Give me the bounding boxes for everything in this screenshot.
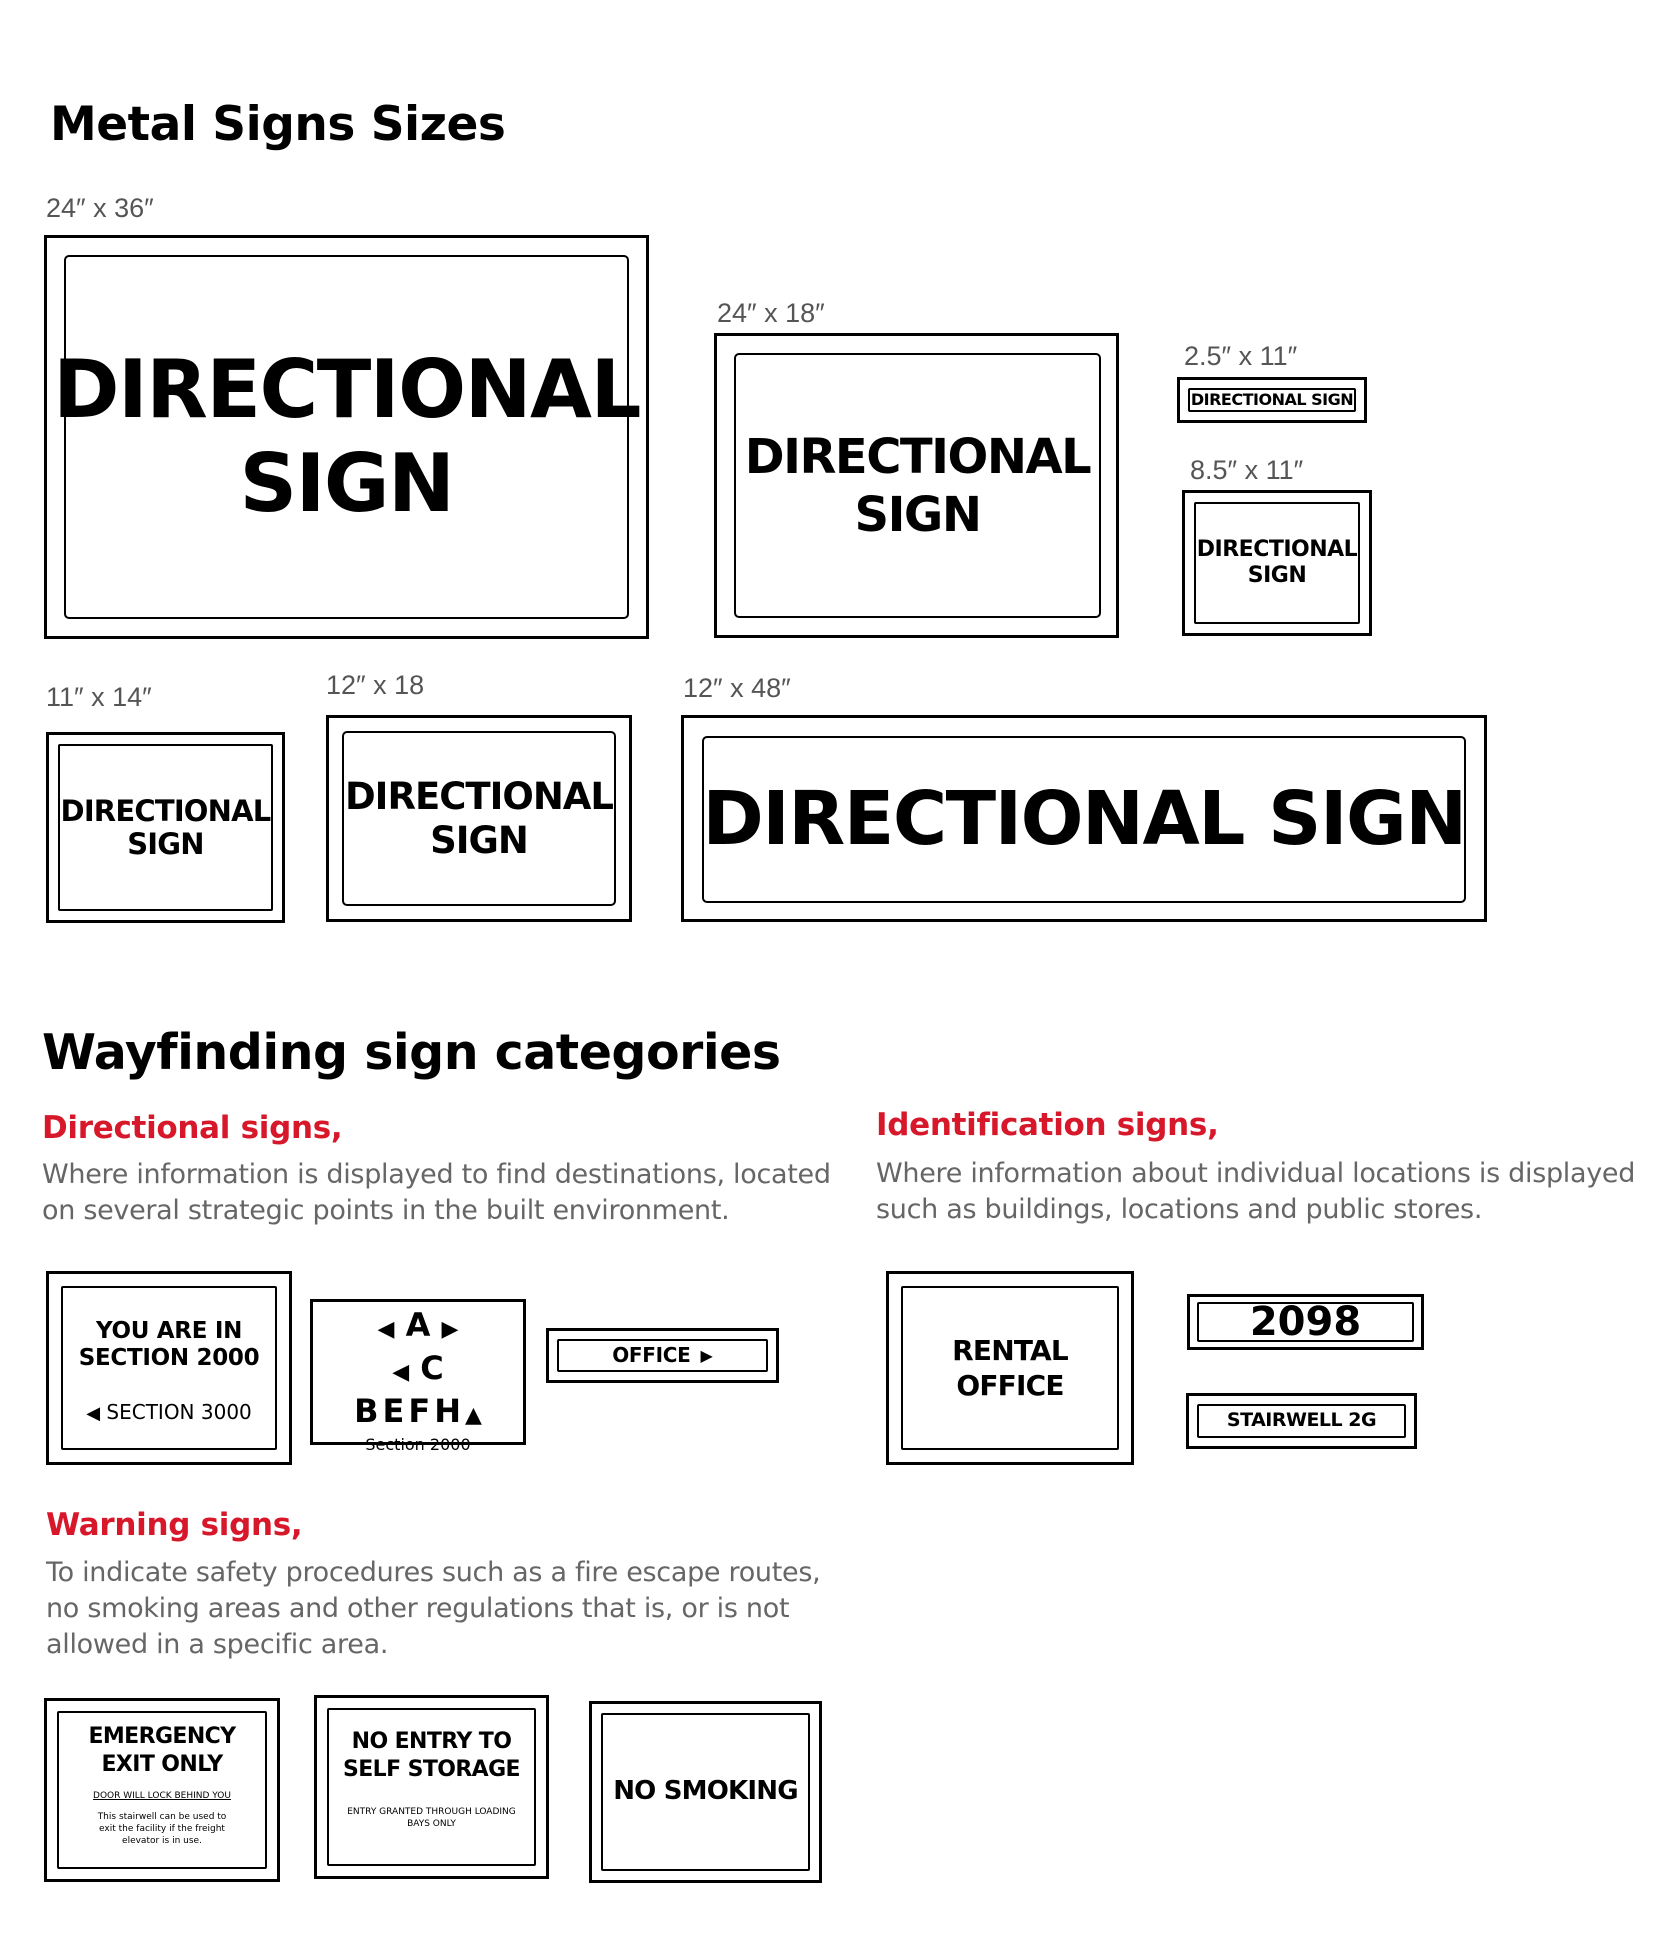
no-smoking-label: NO SMOKING <box>613 1776 798 1807</box>
sign-text-line1: DIRECTIONAL <box>744 428 1091 485</box>
size-label-2-5x11: 2.5″ x 11″ <box>1184 341 1298 371</box>
rental-office-sign <box>886 1271 1134 1465</box>
sign-12x18-inner <box>342 731 616 906</box>
row-c-label: C <box>420 1349 444 1387</box>
sign-12x48 <box>681 715 1487 922</box>
warning-desc-line2: no smoking areas and other regulations that is, or is not <box>46 1593 790 1624</box>
no-smoking-sign <box>589 1701 822 1883</box>
rental-office-sign-inner <box>901 1286 1119 1450</box>
exit-only-label: EXIT ONLY <box>101 1752 223 1777</box>
sign-24x18 <box>714 333 1119 638</box>
you-are-in-line2: SECTION 2000 <box>78 1345 260 1371</box>
abc-row2 <box>313 1349 523 1392</box>
abc-row1 <box>313 1306 523 1349</box>
sign-2-5x11 <box>1177 377 1367 423</box>
section-2000-caption: Section 2000 <box>365 1435 471 1454</box>
loading-note-line1: ENTRY GRANTED THROUGH LOADING <box>347 1807 516 1817</box>
directional-desc-line2: on several strategic points in the built environment. <box>42 1195 730 1226</box>
rental-label: RENTAL <box>952 1334 1068 1367</box>
size-label-8-5x11: 8.5″ x 11″ <box>1190 455 1304 485</box>
warning-desc-line3: allowed in a specific area. <box>46 1629 389 1660</box>
no-smoking-sign-inner <box>601 1713 810 1871</box>
you-are-in-line1: YOU ARE IN <box>95 1318 243 1344</box>
warning-desc-line1: To indicate safety procedures such as a fire escape routes, <box>46 1557 821 1588</box>
sign-text-line1: DIRECTIONAL <box>1196 537 1358 562</box>
up-arrow-icon: ▲ <box>464 1403 482 1428</box>
sign-24x36-inner <box>53 255 640 619</box>
size-label-11x14: 11″ x 14″ <box>46 682 152 712</box>
stairwell-note-line2: exit the facility if the freight <box>99 1824 225 1834</box>
size-label-12x18: 12″ x 18 <box>326 670 425 700</box>
section-3000-label: SECTION 3000 <box>106 1400 252 1424</box>
wayfinding-title: Wayfinding sign categories <box>42 1024 781 1081</box>
no-entry-sign <box>314 1695 549 1879</box>
stairwell-note-line3: elevator is in use. <box>122 1836 202 1846</box>
sign-text-line2: SIGN <box>239 437 454 530</box>
sign-11x14 <box>46 732 285 923</box>
sign-text-line1: DIRECTIONAL <box>344 774 614 818</box>
section-3000-row <box>86 1400 252 1424</box>
size-label-24x36: 24″ x 36″ <box>46 193 154 223</box>
sign-text-line2: SIGN <box>1247 563 1307 588</box>
metal-signs-title: Metal Signs Sizes <box>50 97 506 152</box>
you-are-in-sign <box>46 1271 292 1465</box>
right-arrow-icon: ▶ <box>700 1346 713 1365</box>
sign-24x36 <box>44 235 649 639</box>
sign-11x14-inner <box>58 744 273 911</box>
right-arrow-icon: ▶ <box>441 1317 459 1342</box>
abc-row3 <box>313 1392 523 1435</box>
you-are-in-sign-inner <box>61 1286 277 1450</box>
directional-heading: Directional signs, <box>42 1110 343 1146</box>
room-number-sign <box>1187 1294 1424 1350</box>
left-arrow-icon: ◀ <box>392 1360 410 1385</box>
size-label-24x18: 24″ x 18″ <box>717 298 825 328</box>
emergency-exit-sign <box>44 1698 280 1882</box>
no-entry-line1: NO ENTRY TO <box>351 1729 512 1754</box>
sign-text-line1: DIRECTIONAL <box>53 343 640 436</box>
room-number-label: 2098 <box>1249 1299 1362 1345</box>
left-arrow-icon: ◀ <box>377 1317 395 1342</box>
row-befh-label: BEFH <box>354 1392 465 1430</box>
row-a-label: A <box>405 1306 431 1344</box>
stairwell-note-line1: This stairwell can be used to <box>97 1812 227 1822</box>
sign-2-5x11-inner <box>1188 388 1356 412</box>
left-arrow-icon: ◀ <box>86 1403 101 1424</box>
office-sign-inner <box>557 1339 768 1372</box>
no-entry-sign-inner <box>327 1708 536 1866</box>
office-label: OFFICE <box>956 1369 1064 1402</box>
sign-text-line2: SIGN <box>854 486 981 543</box>
sign-text-line1: DIRECTIONAL <box>60 793 271 828</box>
emergency-label: EMERGENCY <box>88 1724 236 1749</box>
sign-text-line2: SIGN <box>430 818 528 862</box>
office-label: OFFICE <box>612 1343 691 1367</box>
identification-desc-line2: such as buildings, locations and public stores. <box>876 1194 1483 1225</box>
sign-12x48-inner <box>702 736 1466 903</box>
loading-note-line2: BAYS ONLY <box>407 1819 456 1829</box>
sign-12x18 <box>326 715 632 922</box>
sign-text-one-line: DIRECTIONAL SIGN <box>702 775 1466 862</box>
abc-directional-sign <box>310 1299 526 1454</box>
office-sign <box>546 1328 779 1383</box>
sign-24x18-inner <box>734 353 1101 618</box>
room-number-sign-inner <box>1197 1299 1414 1345</box>
sign-text-line2: SIGN <box>127 826 204 861</box>
door-lock-notice: DOOR WILL LOCK BEHIND YOU <box>93 1791 231 1801</box>
stairwell-sign <box>1186 1393 1417 1449</box>
sign-8-5x11-inner <box>1194 502 1360 624</box>
stairwell-label: STAIRWELL 2G <box>1226 1409 1377 1432</box>
size-label-12x48: 12″ x 48″ <box>683 673 791 703</box>
identification-heading: Identification signs, <box>876 1107 1219 1143</box>
abc-sign-content <box>313 1306 523 1455</box>
sign-8-5x11 <box>1182 490 1372 636</box>
stairwell-sign-inner <box>1197 1404 1406 1438</box>
no-entry-line2: SELF STORAGE <box>343 1757 520 1782</box>
directional-desc-line1: Where information is displayed to find destinations, located <box>42 1159 831 1190</box>
warning-heading: Warning signs, <box>46 1507 303 1543</box>
identification-desc-line1: Where information about individual locations is displayed <box>876 1158 1636 1189</box>
sign-text-one-line: DIRECTIONAL SIGN <box>1190 389 1354 409</box>
emergency-exit-sign-inner <box>57 1711 267 1869</box>
